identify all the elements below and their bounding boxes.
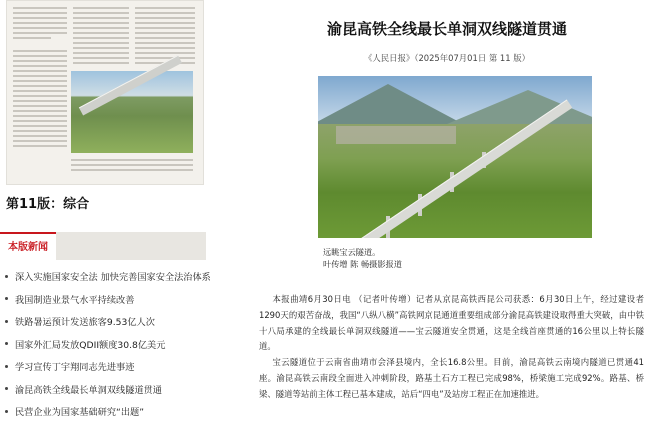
page-label: 第11版：综合 (6, 197, 90, 212)
bullet-icon (5, 297, 8, 300)
news-item[interactable]: 深入实施国家安全法 加快完善国家安全法治体系 (2, 265, 206, 288)
newspaper-page-thumbnail[interactable] (6, 0, 204, 185)
news-item[interactable]: 民营企业为国家基础研究“出题” (2, 400, 206, 423)
article-photo (318, 76, 592, 238)
article-paragraph: 本报曲靖6月30日电 （记者叶传增）记者从京昆高铁西昆公司获悉：6月30日上午，经过建设者1290天的艰苦奋战，我国“八纵八横”高铁网京昆通道重要组成部分渝昆高铁建设取得重大突破，由中铁十八局承建的全线最长单洞双线隧道——宝云隧道安全贯通，这是全线首座贯通的16公里以上特长隧道。 (259, 294, 644, 352)
article-source: 《人民日报》（2025年07月01日 第 11 版） (364, 53, 530, 63)
article (244, 0, 650, 433)
thumbnail-text-column (71, 159, 193, 178)
bullet-icon (5, 410, 8, 413)
article-paragraph: 宝云隧道位于云南省曲靖市会泽县境内，全长16.8公里。目前，渝昆高铁云南境内隧道已贯通41座。渝昆高铁云南段全面进入冲刺阶段，路基土石方工程已完成98%，桥梁施工完成92%。路基、桥梁、隧道等站前主体工程已基本建成，站后“四电”及站房工程正在加速推进。 (259, 357, 644, 399)
article-headline: 渝昆高铁全线最长单洞双线隧道贯通 (326, 20, 567, 38)
photo-caption: 远眺宝云隧道。 叶传增 陈 畅摄影报道 (323, 247, 402, 269)
bullet-icon (5, 320, 8, 323)
news-item[interactable]: 铁路暑运预计发送旅客9.53亿人次 (2, 310, 206, 333)
news-item[interactable]: 学习宣传丁宇翔同志先进事迹 (2, 355, 206, 378)
news-item[interactable]: 国家外汇局发放QDII额度30.8亿美元 (2, 333, 206, 356)
news-list (2, 265, 211, 423)
left-column (0, 0, 211, 433)
tab-this-page-news[interactable]: 本版新闻 (0, 232, 56, 260)
bullet-icon (5, 275, 8, 278)
news-item[interactable]: 我国制造业景气水平持续改善 (2, 288, 206, 311)
thumbnail-text-column (13, 7, 67, 178)
bullet-icon (5, 342, 8, 345)
thumbnail-photo (71, 71, 193, 153)
bullet-icon (5, 365, 8, 368)
section-tab-bar (0, 232, 206, 260)
news-item[interactable]: 渝昆高铁全线最长单洞双线隧道贯通 (2, 378, 206, 401)
bullet-icon (5, 387, 8, 390)
